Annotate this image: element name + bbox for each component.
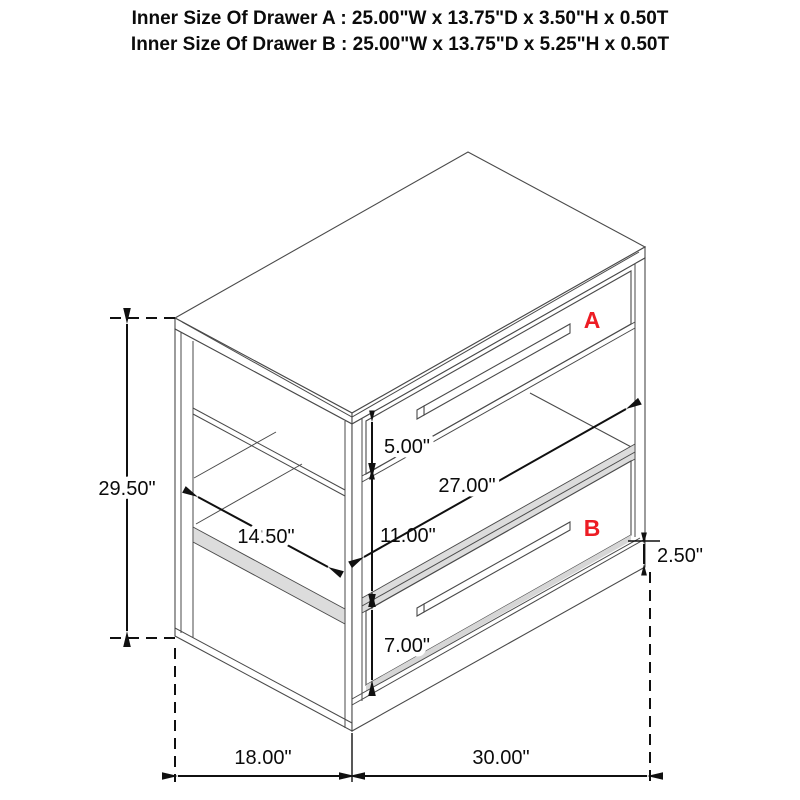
base-value: 2.50" [657, 545, 704, 567]
drawer-b-label: B [583, 515, 601, 541]
height-value: 29.50" [98, 478, 156, 500]
front-width-value: 30.00" [472, 747, 530, 769]
side-depth-value: 18.00" [234, 747, 292, 769]
drawer-a-label: A [583, 307, 601, 333]
drawer-b-value: 7.00" [384, 635, 431, 657]
opening-width-value: 27.00" [438, 475, 496, 497]
header-line-drawer-b: Inner Size Of Drawer B : 25.00"W x 13.75"D x 5.25"H x 0.50T [130, 34, 670, 55]
opening-height-value: 11.00" [380, 525, 436, 547]
dimension-overall-height [98, 318, 180, 638]
header-line-drawer-a: Inner Size Of Drawer A : 25.00"W x 13.75"D x 3.50"H x 0.50T [131, 8, 669, 29]
drawer-a-value: 5.00" [384, 436, 431, 458]
opening-depth-value: 14.50" [237, 526, 295, 548]
